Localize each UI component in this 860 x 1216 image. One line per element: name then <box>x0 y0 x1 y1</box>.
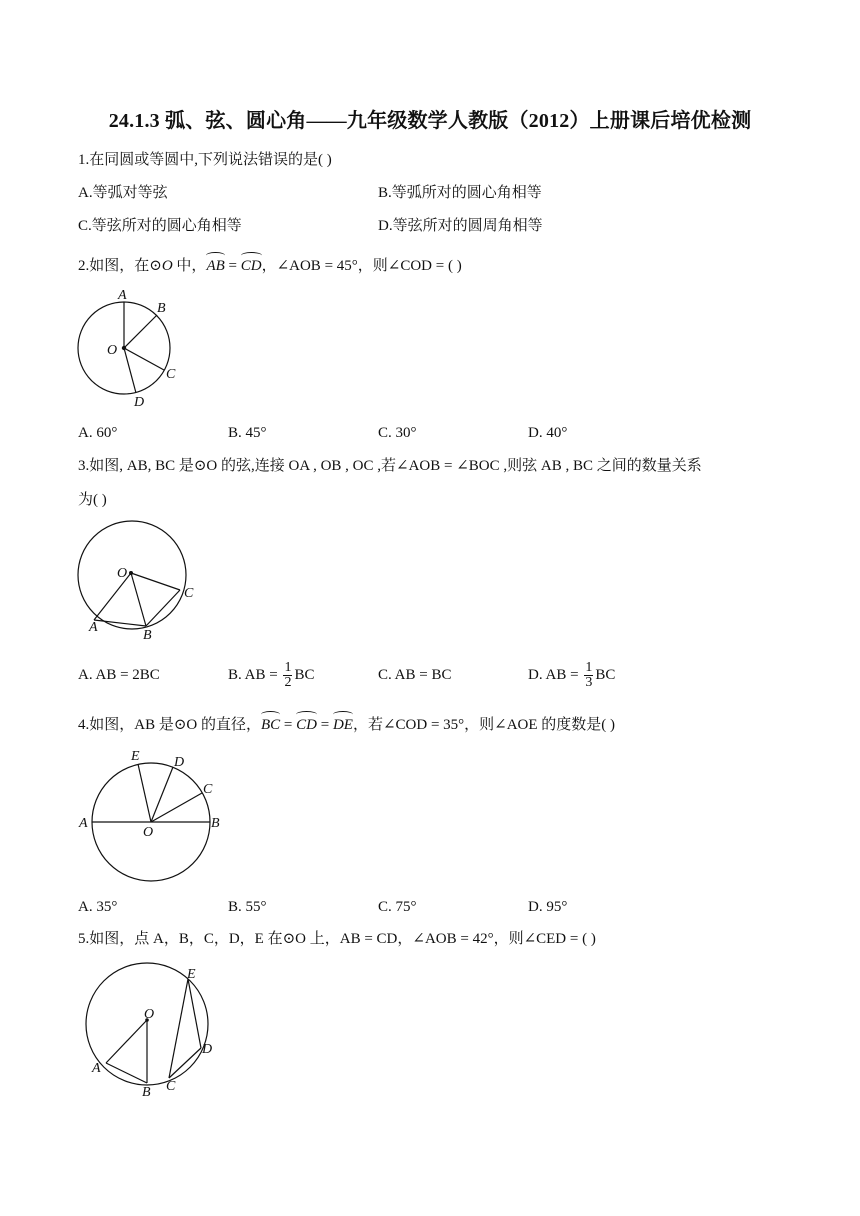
q4-arc-cd: CD <box>296 714 317 736</box>
q5-figure <box>82 962 232 1102</box>
q4-label-e: E <box>131 749 140 764</box>
q2-option-b: B. 45° <box>228 425 267 441</box>
q3-option-c: C. AB = BC <box>378 667 452 683</box>
q4-label-a: A <box>79 816 88 831</box>
q4-option-d: D. 95° <box>528 899 568 915</box>
q2-arc-cd: CD <box>241 255 262 277</box>
q2-arc-ab: AB <box>206 255 224 277</box>
q1-option-d: D.等弦所对的圆周角相等 <box>378 218 543 234</box>
page-title: 24.1.3 弧、弦、圆心角——九年级数学人教版（2012）上册课后培优检测 <box>108 110 752 132</box>
q3-center-dot <box>129 571 133 575</box>
q5-label-o: O <box>144 1007 155 1022</box>
q3-stem-line2: 为( ) <box>78 492 107 508</box>
q5-label-e: E <box>187 967 196 982</box>
q2-center-dot <box>122 346 126 350</box>
q2-segment-oc <box>124 348 164 370</box>
q2-label-c: C <box>166 367 176 382</box>
q3-chord-ab <box>94 620 146 626</box>
q4-segment-oc <box>151 793 202 822</box>
q5-label-b: B <box>142 1085 151 1100</box>
q2-option-c: C. 30° <box>378 425 417 441</box>
q4-option-c: C. 75° <box>378 899 417 915</box>
q4-arc-bc: BC <box>261 714 280 736</box>
q5-stem: 5.如图，点 A，B，C，D，E 在⊙O 上，AB = CD，∠AOB = 42°，则∠CED = ( ) <box>78 931 596 947</box>
q1-option-c: C.等弦所对的圆心角相等 <box>78 218 242 234</box>
q3-option-b: B. AB = $\frac{1}{2}$ BC <box>228 660 315 691</box>
q3-label-c: C <box>184 586 194 601</box>
q3-option-d: D. AB = $\frac{1}{3}$ BC <box>528 660 616 691</box>
q4-label-b: B <box>211 816 220 831</box>
q4-option-a: A. 35° <box>78 899 118 915</box>
q3-option-d-fraction: $\frac{1}{3}$ <box>585 660 593 691</box>
q4-figure <box>76 746 236 888</box>
q5-label-c: C <box>166 1079 176 1094</box>
q2-label-b: B <box>157 301 166 316</box>
q3-label-b: B <box>143 628 152 643</box>
q3-option-b-fraction: $\frac{1}{2}$ <box>284 660 292 691</box>
q4-segment-oe <box>138 764 151 822</box>
q2-option-a: A. 60° <box>78 425 118 441</box>
q1-option-a: A.等弧对等弦 <box>78 185 168 201</box>
q2-label-o: O <box>107 343 118 358</box>
q2-label-a: A <box>118 288 127 303</box>
q4-stem: 4.如图，AB 是⊙O 的直径，BC = CD = DE，若∠COD = 35°，则∠AOE 的度数是( ) <box>78 714 615 736</box>
q5-label-a: A <box>92 1061 101 1076</box>
q2-figure <box>70 282 190 412</box>
q3-option-a: A. AB = 2BC <box>78 667 160 683</box>
q2-stem: 2.如图，在⊙O 中，AB = CD，∠AOB = 45°，则∠COD = ( ) <box>78 255 462 277</box>
q4-option-b: B. 55° <box>228 899 267 915</box>
q3-segment-ob <box>131 573 146 626</box>
q3-figure <box>72 517 212 647</box>
q4-label-o: O <box>143 825 154 840</box>
q4-arc-de: DE <box>333 714 353 736</box>
q4-label-d: D <box>174 755 185 770</box>
q5-chord-ab <box>106 1063 147 1083</box>
q2-segment-od <box>124 348 136 393</box>
q3-label-o: O <box>117 566 128 581</box>
q5-chord-ed <box>188 979 201 1048</box>
q1-stem: 1.在同圆或等圆中,下列说法错误的是( ) <box>78 152 332 168</box>
q5-label-d: D <box>202 1042 213 1057</box>
q5-segment-oa <box>106 1020 147 1063</box>
q2-segment-ob <box>124 315 157 348</box>
q4-segment-od <box>151 767 173 822</box>
q3-label-a: A <box>89 620 98 635</box>
q3-segment-oc <box>131 573 180 590</box>
q3-stem-line1: 3.如图, AB, BC 是⊙O 的弦,连接 OA , OB , OC ,若∠AOB = ∠BOC ,则弦 AB , BC 之间的数量关系 <box>78 458 702 474</box>
q4-label-c: C <box>203 782 213 797</box>
q2-option-d: D. 40° <box>528 425 568 441</box>
q1-option-b: B.等弧所对的圆心角相等 <box>378 185 542 201</box>
q2-label-d: D <box>134 395 145 410</box>
